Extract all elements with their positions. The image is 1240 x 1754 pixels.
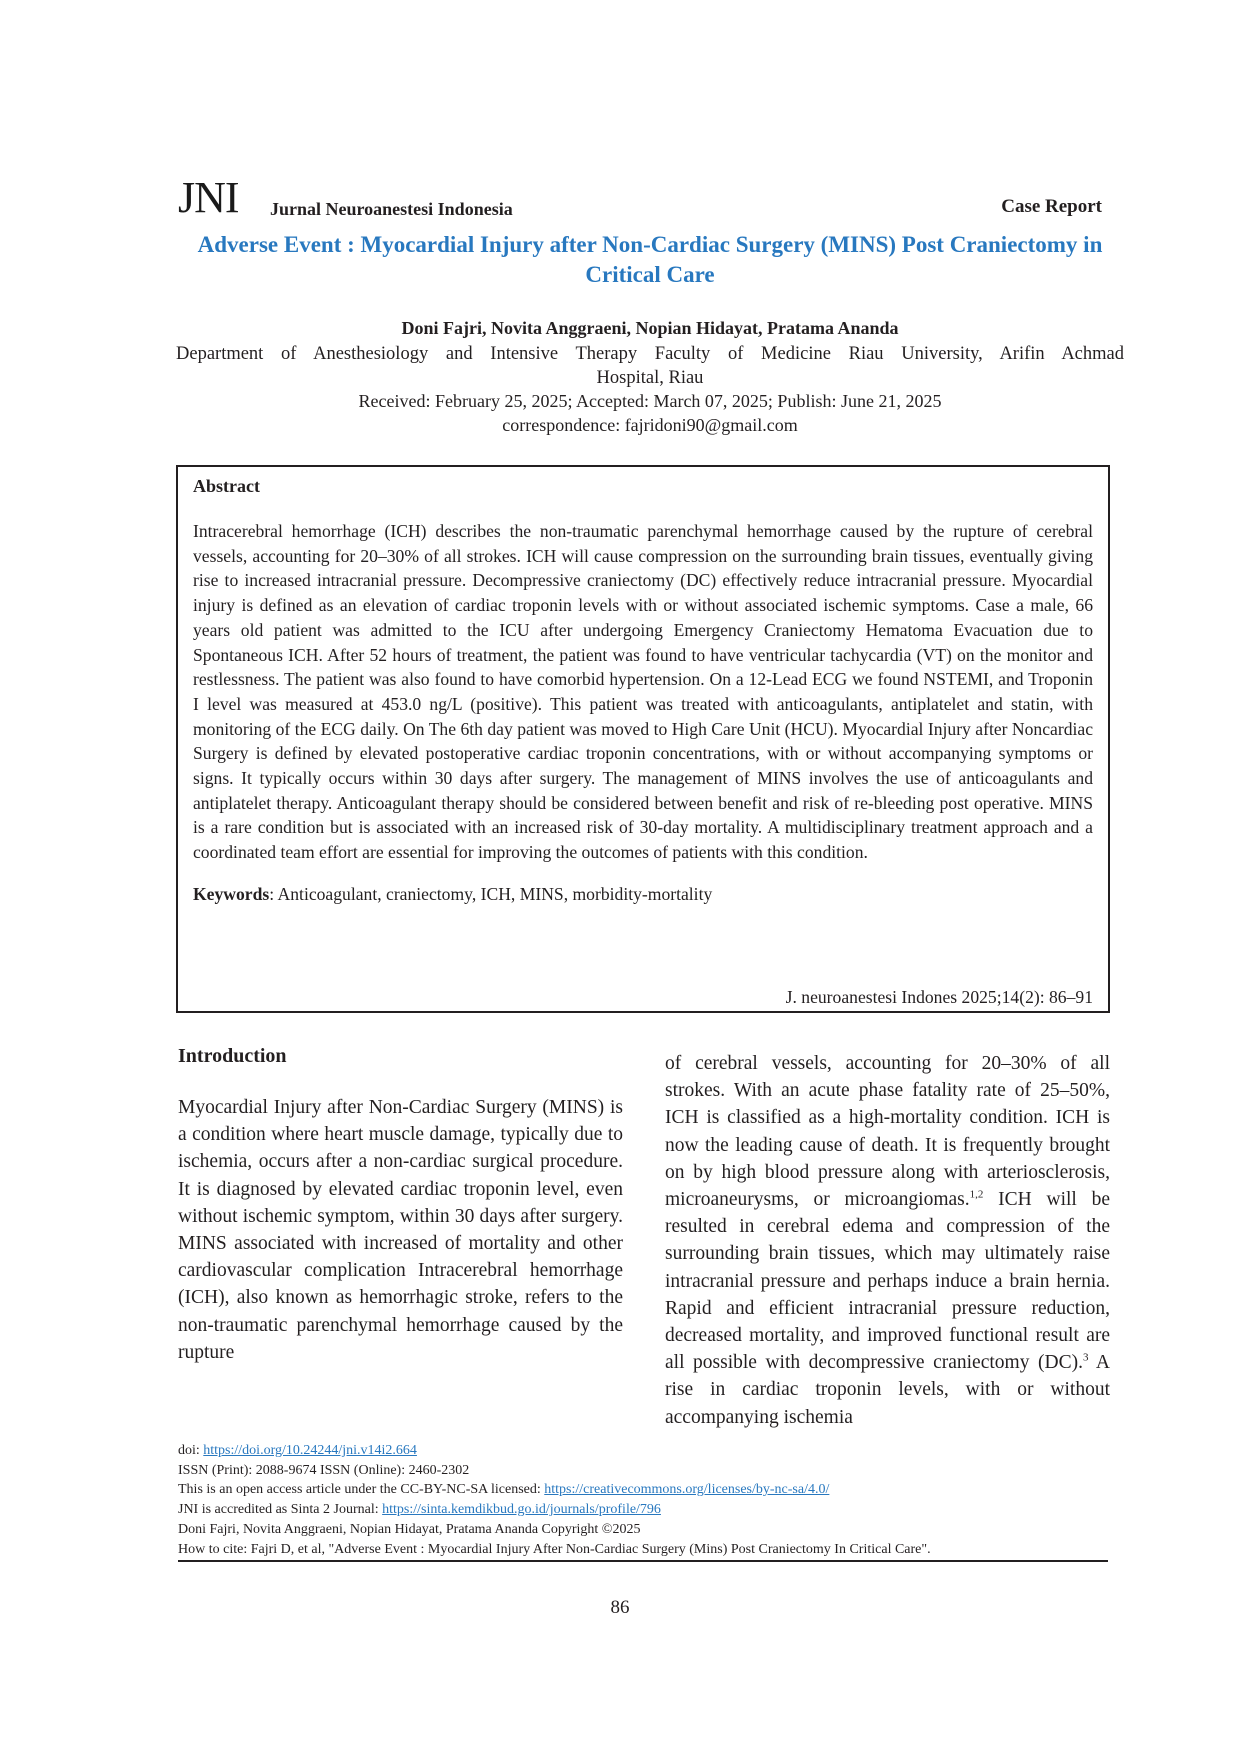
- journal-logo: JNI: [178, 173, 239, 222]
- correspondence: correspondence: fajridoni90@gmail.com: [502, 415, 798, 435]
- doi-label: doi:: [178, 1443, 204, 1458]
- abstract-text: Intracerebral hemorrhage (ICH) describes the non-traumatic parenchymal hemorrhage caused by the rupture of cerebral vessels, accounting for 20–30% of all strokes. ICH will cause compression on the surrounding brain tissues, eventually giving rise to increased intracranial pressure. Decompressive craniectomy (DC) effectively reduce intracranial pressure. Myocardial injury is defined as an elevation of cardiac troponin levels with or without associated ischemic symptoms. Case a male, 66 years old patient was admitted to the ICU after undergoing Emergency Craniectomy Hematoma Evacuation due to Spontaneous ICH. After 52 hours of treatment, the patient was found to have ventricular tachycardia (VT) on the monitor and restlessness. The patient was also found to have comorbid hypertension. On a 12-Lead ECG we found NSTEMI, and Troponin I level was measured at 453.0 ng/L (positive). This patient was treated with anticoagulants, antiplatelet and statin, with monitoring of the ECG daily. On The 6th day patient was moved to High Care Unit (HCU). Myocardial Injury after Noncardiac Surgery is defined by elevated postoperative cardiac troponin concentrations, with or without accompanying symptoms or signs. It typically occurs within 30 days after surgery. The management of MINS involves the use of anticoagulants and antiplatelet therapy. Anticoagulant therapy should be considered between benefit and risk of re-bleeding post operative. MINS is a rare condition but is associated with an increased risk of 30-day mortality. A multidisciplinary treatment approach and a coordinated team effort are essential for improving the outcomes of patients with this condition.: [193, 521, 1093, 863]
- article-title: Adverse Event : Myocardial Injury after Non-Cardiac Surgery (MINS) Post Craniectomy in Critical Care: [197, 232, 1103, 287]
- copyright-line: Doni Fajri, Novita Anggraeni, Nopian Hidayat, Pratama Ananda Copyright ©2025: [178, 1521, 641, 1537]
- affiliation: [176, 342, 1124, 390]
- abstract-heading: Abstract: [193, 476, 260, 496]
- abstract-box: [176, 465, 1110, 1013]
- doi-line: [178, 1441, 1108, 1461]
- how-to-cite-line: How to cite: Fajri D, et al, "Adverse Event : Myocardial Injury After Non-Cardiac Surgery (Mins) Post Craniectomy In Critical Care".: [178, 1541, 931, 1557]
- article-type-label: Case Report: [1001, 196, 1102, 217]
- reference-marker: 3: [1082, 1351, 1089, 1364]
- journal-name: Jurnal Neuroanestesi Indonesia: [270, 199, 513, 219]
- introduction-text-right-2: ICH will be resulted in cerebral edema and compression of the surrounding brain tissues, which may ultimately raise intracranial pressure and perhaps induce a brain hernia. Rapid and efficient intracranial pressure reduction, decreased mortality, and improved functional result are all possible with decompressive craniectomy (DC).: [665, 1189, 1110, 1374]
- footer-divider: [178, 1560, 1108, 1562]
- publication-dates: Received: February 25, 2025; Accepted: March 07, 2025; Publish: June 21, 2025: [358, 391, 942, 411]
- footnotes: [178, 1441, 1108, 1559]
- accreditation-label: JNI is accredited as Sinta 2 Journal:: [178, 1502, 383, 1518]
- license-label: This is an open access article under the CC-BY-NC-SA licensed:: [178, 1482, 545, 1498]
- author-list: Doni Fajri, Novita Anggraeni, Nopian Hidayat, Pratama Ananda: [401, 318, 899, 338]
- issn-line: ISSN (Print): 2088-9674 ISSN (Online): 2460-2302: [178, 1462, 470, 1478]
- introduction-text-right-3: A rise in cardiac troponin levels, with or without accompanying ischemia: [665, 1352, 1110, 1428]
- left-column: [178, 1044, 623, 1366]
- license-line: [178, 1480, 1108, 1500]
- right-column: [665, 1050, 1110, 1431]
- journal-citation: J. neuroanestesi Indones 2025;14(2): 86–91: [785, 987, 1093, 1007]
- page-number: 86: [610, 1597, 630, 1618]
- affiliation-line-2: Hospital, Riau: [596, 368, 704, 388]
- introduction-text-left: Myocardial Injury after Non-Cardiac Surgery (MINS) is a condition where heart muscle damage, typically due to ischemia, occurs after a non-cardiac surgical procedure. It is diagnosed by elevated cardiac troponin level, even without ischemic symptom, within 30 days after surgery. MINS associated with increased of mortality and other cardiovascular complication Intracerebral hemorrhage (ICH), also known as hemorrhagic stroke, refers to the non-traumatic parenchymal hemorrhage caused by the rupture: [178, 1097, 623, 1363]
- doi-link[interactable]: https://doi.org/10.24244/jni.v14i2.664: [203, 1443, 417, 1458]
- introduction-text-right-1: of cerebral vessels, accounting for 20–30% of all strokes. With an acute phase fatality rate of 25–50%, ICH is classified as a high-mortality condition. ICH is now the leading cause of death. It is frequently brought on by high blood pressure along with arteriosclerosis, microaneurysms, or microangiomas.: [665, 1053, 1110, 1211]
- license-link[interactable]: https://creativecommons.org/licenses/by-nc-sa/4.0/: [544, 1482, 830, 1498]
- introduction-heading: Introduction: [178, 1045, 287, 1067]
- keywords-list: : Anticoagulant, craniectomy, ICH, MINS, morbidity-mortality: [269, 883, 713, 904]
- accreditation-line: [178, 1500, 1108, 1520]
- accreditation-link[interactable]: https://sinta.kemdikbud.go.id/journals/profile/796: [382, 1502, 661, 1518]
- affiliation-line-1: Department of Anesthesiology and Intensive Therapy Faculty of Medicine Riau University, Arifin Achmad: [176, 344, 1124, 364]
- keywords-label: Keywords: [193, 883, 270, 904]
- reference-marker: 1,2: [969, 1188, 984, 1201]
- keywords: [193, 882, 1093, 906]
